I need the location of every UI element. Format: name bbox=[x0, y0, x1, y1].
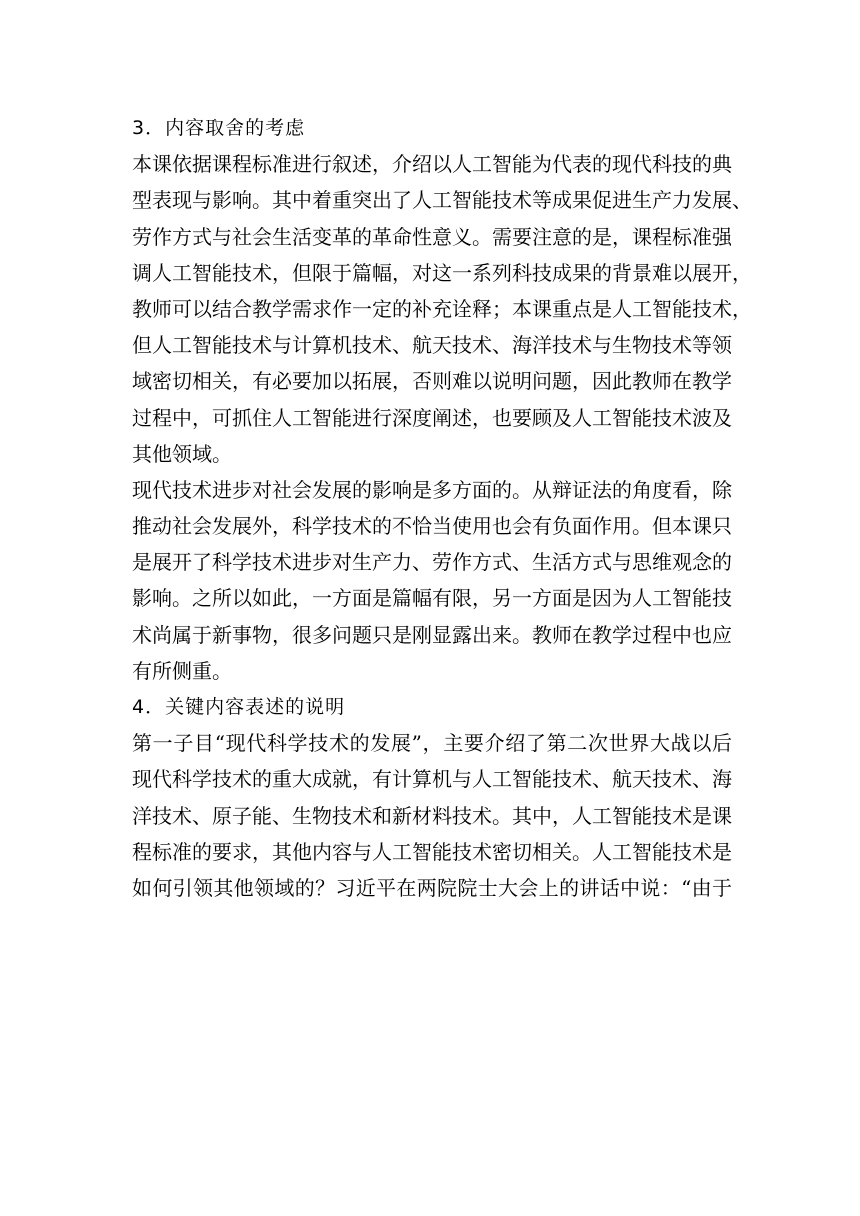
paragraph-line: 域密切相关，有必要加以拓展，否则难以说明问题，因此教师在教学 bbox=[132, 369, 732, 394]
paragraph-line: 有所侧重。 bbox=[132, 658, 232, 683]
paragraph-line: 教师可以结合教学需求作一定的补充诠释；本课重点是人工智能技术， bbox=[132, 296, 752, 321]
paragraph-line: 但人工智能技术与计算机技术、航天技术、海洋技术与生物技术等领 bbox=[132, 333, 732, 358]
paragraph-line: 第一子目“现代科学技术的发展”，主要介绍了第二次世界大战以后 bbox=[132, 731, 732, 756]
paragraph-line: 现代科学技术的重大成就，有计算机与人工智能技术、航天技术、海 bbox=[132, 767, 732, 792]
section-3-heading: 3．内容取舍的考虑 bbox=[132, 117, 306, 139]
section-4-heading: 4．关键内容表述的说明 bbox=[132, 696, 346, 718]
paragraph-line: 洋技术、原子能、生物技术和新材料技术。其中，人工智能技术是课 bbox=[132, 803, 732, 828]
paragraph-line: 程标准的要求，其他内容与人工智能技术密切相关。人工智能技术是 bbox=[132, 839, 732, 864]
document-body bbox=[132, 110, 752, 906]
paragraph-line: 是展开了科学技术进步对生产力、劳作方式、生活方式与思维观念的 bbox=[132, 550, 732, 575]
paragraph-line: 术尚属于新事物，很多问题只是刚显露出来。教师在教学过程中也应 bbox=[132, 622, 732, 647]
paragraph-line: 劳作方式与社会生活变革的革命性意义。需要注意的是，课程标准强 bbox=[132, 224, 732, 249]
section-4-paragraph-1 bbox=[132, 725, 732, 906]
paragraph-line: 型表现与影响。其中着重突出了人工智能技术等成果促进生产力发展、 bbox=[132, 188, 752, 213]
paragraph-line: 如何引领其他领域的？习近平在两院院士大会上的讲话中说：“由于 bbox=[132, 875, 732, 900]
paragraph-line: 推动社会发展外，科学技术的不恰当使用也会有负面作用。但本课只 bbox=[132, 514, 732, 539]
paragraph-line: 影响。之所以如此，一方面是篇幅有限，另一方面是因为人工智能技 bbox=[132, 586, 732, 611]
paragraph-line: 本课依据课程标准进行叙述，介绍以人工智能为代表的现代科技的典 bbox=[132, 152, 732, 177]
paragraph-line: 现代技术进步对社会发展的影响是多方面的。从辩证法的角度看，除 bbox=[132, 477, 732, 502]
section-3-paragraph-2 bbox=[132, 472, 732, 689]
paragraph-line: 其他领域。 bbox=[132, 441, 232, 466]
paragraph-line: 过程中，可抓住人工智能进行深度阐述，也要顾及人工智能技术波及 bbox=[132, 405, 732, 430]
paragraph-line: 调人工智能技术，但限于篇幅，对这一系列科技成果的背景难以展开， bbox=[132, 260, 752, 285]
section-3-paragraph-1 bbox=[132, 146, 752, 472]
